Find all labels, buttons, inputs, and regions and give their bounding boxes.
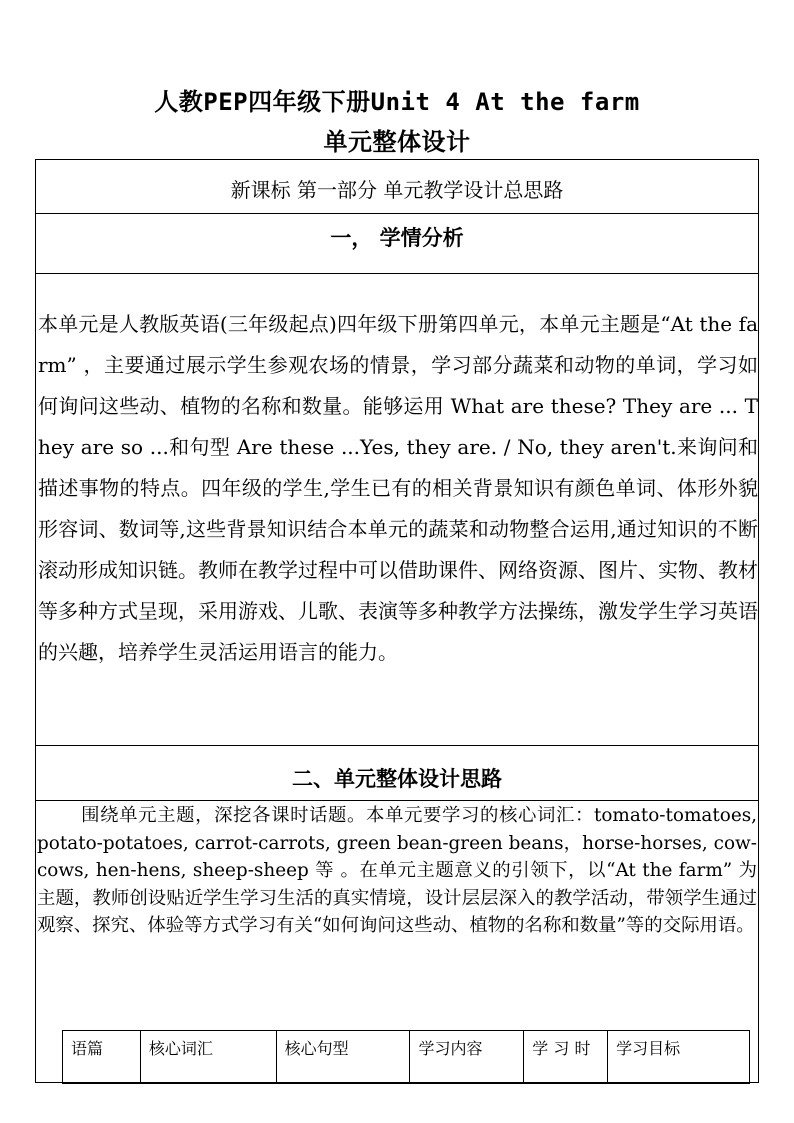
row-divider xyxy=(36,745,758,746)
column-header-learning-time: 学 习 时 xyxy=(524,1031,608,1084)
column-header-learning-goals: 学习目标 xyxy=(608,1031,750,1084)
row-divider xyxy=(36,273,758,274)
table-header-row xyxy=(63,1031,750,1084)
column-header-core-vocabulary: 核心词汇 xyxy=(140,1031,276,1084)
row-divider xyxy=(36,800,758,801)
design-table xyxy=(35,159,759,1083)
lesson-plan-table xyxy=(62,1030,750,1084)
table-subtitle-row: 新课标 第一部分 单元教学设计总思路 xyxy=(230,178,564,202)
design-approach-paragraph: 围绕单元主题，深挖各课时话题。本单元要学习的核心词汇：tomato-tomatoes, potato-potatoes, carrot-carrots, green bean-green beans，horse-horses, cow-cows, hen-hens, sheep-sheep 等 。在单元主题意义的引领下，以“At the farm” 为主题，教师创设贴近学生学习生活的真实情境，设计层层深入的教学活动，带领学生通过观察、探究、体验等方式学习有关“如何询问这些动、植物的名称和数量”等的交际用语。 xyxy=(37,805,757,936)
section-heading-design-approach: 二、单元整体设计思路 xyxy=(292,767,502,791)
learner-analysis-paragraph: 本单元是人教版英语(三年级起点)四年级下册第四单元，本单元主题是“At the farm” ，主要通过展示学生参观农场的情景，学习部分蔬菜和动物的单词，学习如何询问这些动、植物的名称和数量。能够运用 What are these? They are ... They are so ...和句型 Are these ...Yes, they are. / No, they aren't.来询问和描述事物的特点。四年级的学生,学生已有的相关背景知识有颜色单词、体形外貌形容词、数词等,这些背景知识结合本单元的蔬菜和动物整合运用,通过知识的不断滚动形成知识链。教师在教学过程中可以借助课件、网络资源、图片、实物、教材等多种方式呈现，采用游戏、儿歌、表演等多种教学方法操练，激发学生学习英语的兴趣，培养学生灵活运用语言的能力。 xyxy=(38,312,758,664)
section-heading-learner-analysis: 一， 学情分析 xyxy=(330,226,464,250)
row-divider xyxy=(36,213,758,214)
column-header-learning-content: 学习内容 xyxy=(410,1031,524,1084)
document-subtitle: 单元整体设计 xyxy=(323,128,471,156)
column-header-text: 语篇 xyxy=(63,1031,141,1084)
document-title: 人教PEP四年级下册Unit 4 At the farm xyxy=(154,88,640,116)
column-header-core-sentences: 核心句型 xyxy=(276,1031,410,1084)
